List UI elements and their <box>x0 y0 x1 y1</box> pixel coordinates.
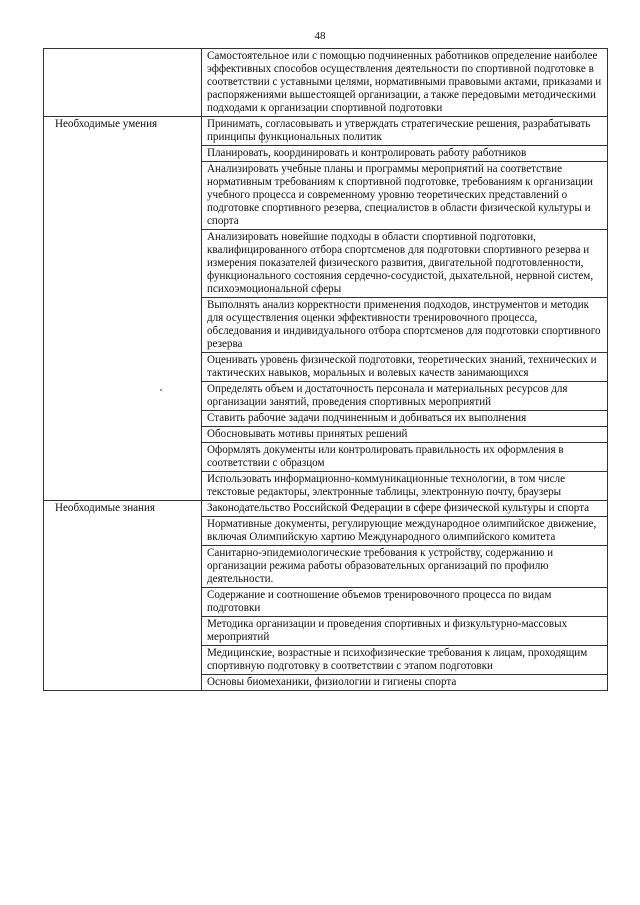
table-row <box>44 117 608 146</box>
requirement-cell: Самостоятельное или с помощью подчиненных работников определение наиболее эффективных способов осуществления деятельности по спортивной подготовке в соответствии с уставными целями, нормативными правовыми актами, приказами и распоряжениями вышестоящей организации, а также передовыми методическими подходами к организации спортивной подготовки <box>202 49 608 117</box>
table-row <box>44 501 608 517</box>
requirement-cell: Законодательство Российской Федерации в сфере физической культуры и спорта <box>202 501 608 517</box>
requirement-cell: Методика организации и проведения спортивных и физкультурно-массовых мероприятий <box>202 617 608 646</box>
scan-artifact-dot <box>160 389 162 391</box>
requirement-cell: Выполнять анализ корректности применения подходов, инструментов и методик для осуществления оценки эффективности тренировочного процесса, обследования и индивидуального отбора спортсменов для подготовки спортивного резерва <box>202 298 608 353</box>
requirement-cell: Основы биомеханики, физиологии и гигиены спорта <box>202 675 608 691</box>
requirement-cell: Анализировать новейшие подходы в области спортивной подготовки, квалифицированного отбора спортсменов для подготовки спортивного резерва и измерения показателей физического развития, двигательной подготовленности, функционального состояния сердечно-сосудистой, дыхательной, нервной систем, психоэмоциональной сферы <box>202 230 608 298</box>
requirement-cell: Планировать, координировать и контролировать работу работников <box>202 146 608 162</box>
requirement-cell: Оформлять документы или контролировать правильность их оформления в соответствии с образцом <box>202 443 608 472</box>
requirement-cell: Обосновывать мотивы принятых решений <box>202 427 608 443</box>
requirement-cell: Принимать, согласовывать и утверждать стратегические решения, разрабатывать принципы функциональных политик <box>202 117 608 146</box>
requirement-cell: Ставить рабочие задачи подчиненным и добиваться их выполнения <box>202 411 608 427</box>
requirement-cell: Анализировать учебные планы и программы мероприятий на соответствие нормативным требованиям к спортивной подготовке, требованиям к организации учебного процесса и современному уровню теоретических представлений о подготовке спортивного резерва, специалистов в области физической культуры и спорта <box>202 162 608 230</box>
requirement-cell: Санитарно-эпидемиологические требования к устройству, содержанию и организации режима работы образовательных организаций по профилю деятельности. <box>202 546 608 588</box>
category-cell-skills <box>44 117 202 501</box>
requirement-cell: Оценивать уровень физической подготовки, теоретических знаний, технических и тактических навыков, моральных и волевых качеств занимающихся <box>202 353 608 382</box>
category-cell-knowledge <box>44 501 202 691</box>
category-cell-empty <box>44 49 202 117</box>
requirement-cell: Нормативные документы, регулирующие международное олимпийское движение, включая Олимпийскую хартию Международного олимпийского комитета <box>202 517 608 546</box>
requirements-table <box>43 48 608 691</box>
requirement-cell: Использовать информационно-коммуникационные технологии, в том числе текстовые редакторы, электронные таблицы, электронную почту, браузеры <box>202 472 608 501</box>
page-number: 48 <box>314 30 326 42</box>
category-label: Необходимые знания <box>55 502 156 514</box>
requirement-cell: Содержание и соотношение объемов тренировочного процесса по видам подготовки <box>202 588 608 617</box>
table-row <box>44 49 608 117</box>
requirement-cell: Медицинские, возрастные и психофизические требования к лицам, проходящим спортивную подготовку в соответствии с этапом подготовки <box>202 646 608 675</box>
category-label: Необходимые умения <box>55 118 158 130</box>
requirement-cell: Определять объем и достаточность персонала и материальных ресурсов для организации занятий, проведения спортивных мероприятий <box>202 382 608 411</box>
